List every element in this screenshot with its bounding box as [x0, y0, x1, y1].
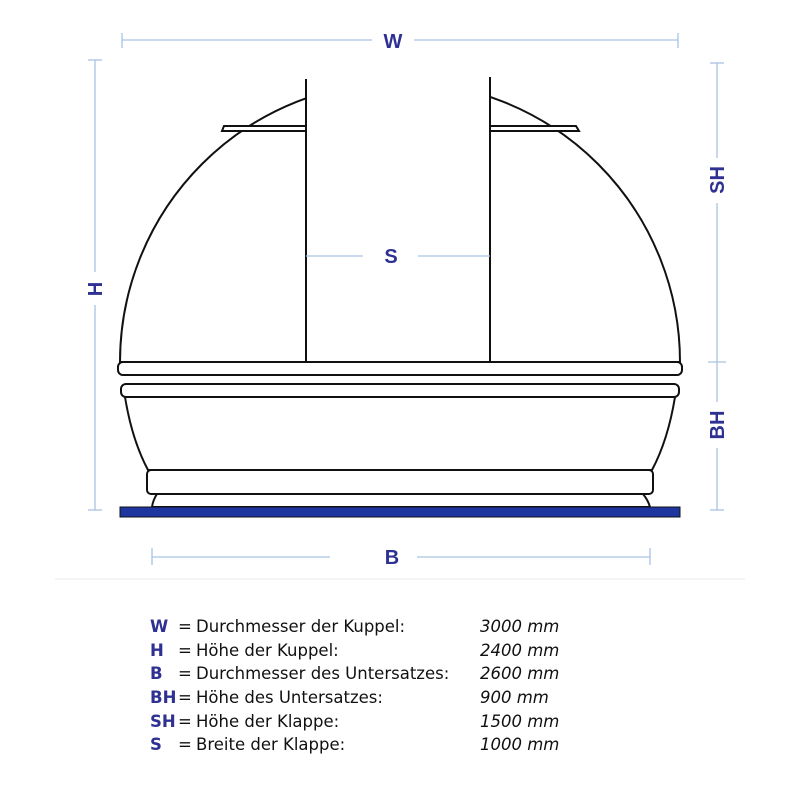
legend-desc: Höhe der Kuppel: — [196, 640, 339, 660]
legend-desc: Höhe des Untersatzes: — [196, 688, 383, 708]
legend-desc: Durchmesser des Untersatzes: — [196, 664, 450, 684]
legend-eq: = — [178, 640, 192, 660]
legend-key: H — [150, 640, 164, 660]
legend — [150, 615, 559, 757]
legend-value: 2600 mm — [480, 664, 560, 684]
dome-ring-right — [490, 126, 579, 131]
legend-row-sh — [150, 709, 559, 733]
dimension-b — [152, 540, 650, 570]
legend-eq: = — [178, 664, 192, 684]
legend-desc: Höhe der Klappe: — [196, 711, 340, 731]
label-b: B — [384, 547, 400, 569]
base-plate — [120, 507, 680, 517]
legend-key: W — [150, 617, 169, 637]
legend-row-h — [150, 639, 559, 663]
legend-key: SH — [150, 711, 176, 731]
legend-row-w — [150, 615, 559, 639]
legend-value: 3000 mm — [480, 617, 560, 637]
label-s: S — [384, 246, 398, 268]
dome-band-upper — [118, 362, 682, 375]
label-w: W — [383, 31, 403, 53]
legend-value: 1000 mm — [480, 735, 560, 755]
base-body — [125, 397, 675, 470]
base-bottom-band — [147, 470, 653, 494]
dimension-sh — [707, 63, 729, 362]
dome-ring-left — [222, 126, 306, 131]
dimension-bh — [707, 362, 729, 510]
label-bh: BH — [707, 410, 729, 440]
dimension-w — [122, 31, 678, 53]
dome-band-lower — [121, 384, 679, 397]
legend-key: BH — [150, 688, 177, 708]
legend-eq: = — [178, 617, 192, 637]
legend-value: 1500 mm — [480, 711, 560, 731]
legend-key: B — [150, 664, 163, 684]
label-h: H — [85, 281, 107, 297]
legend-row-s — [150, 733, 559, 757]
legend-desc: Durchmesser der Kuppel: — [196, 617, 406, 637]
legend-key: S — [150, 735, 162, 755]
legend-value: 2400 mm — [480, 640, 560, 660]
dimension-h — [85, 60, 107, 510]
legend-row-b — [150, 662, 559, 686]
legend-eq: = — [178, 711, 192, 731]
base-foot — [152, 494, 650, 507]
legend-eq: = — [178, 688, 192, 708]
legend-eq: = — [178, 735, 192, 755]
label-sh: SH — [707, 166, 729, 194]
legend-value: 900 mm — [480, 688, 549, 708]
legend-row-bh — [150, 686, 559, 710]
legend-desc: Breite der Klappe: — [196, 735, 346, 755]
shutter-slot — [306, 77, 490, 362]
